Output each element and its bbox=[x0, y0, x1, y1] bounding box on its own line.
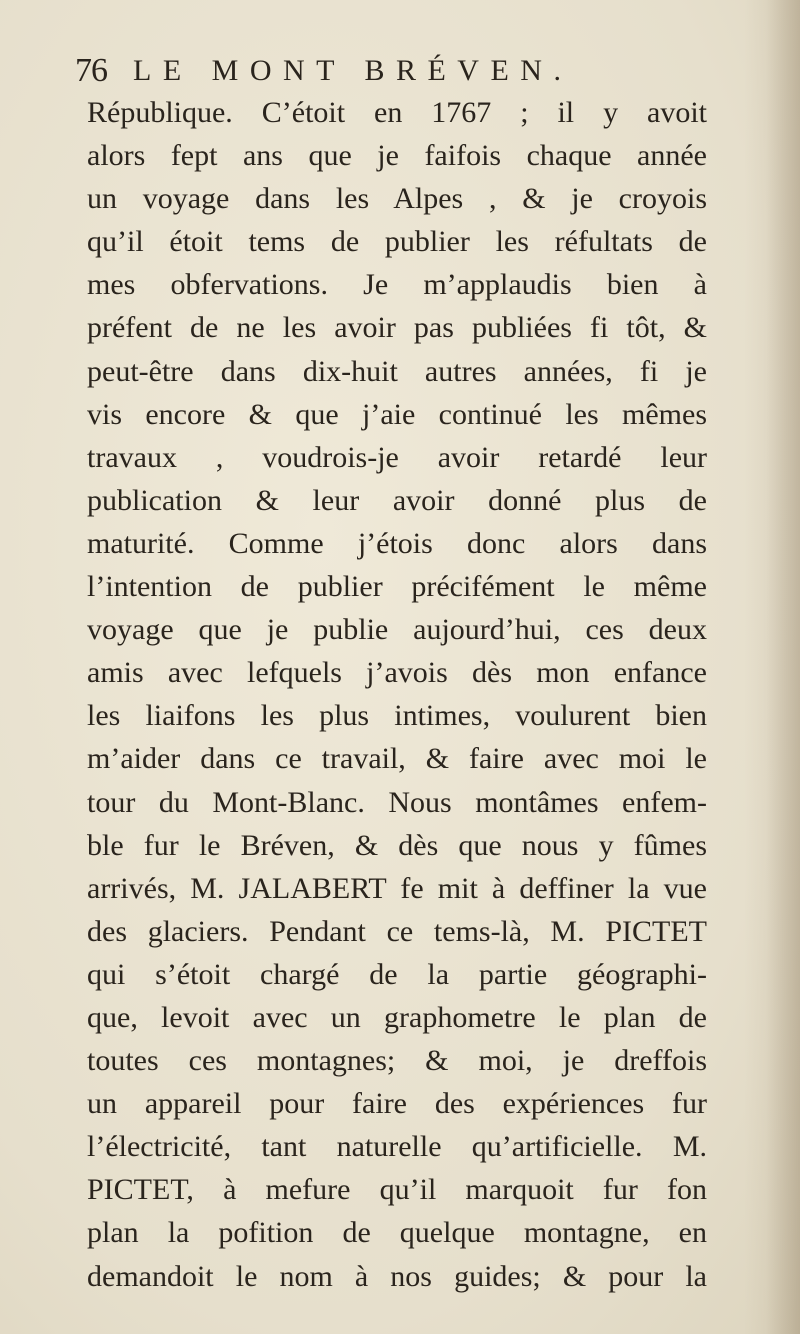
text-line: que, levoit avec un graphometre le plan de bbox=[87, 1000, 707, 1034]
text-line: des glaciers. Pendant ce tems-là, M. PICTET bbox=[87, 914, 707, 948]
body-text bbox=[87, 91, 707, 1298]
page-header bbox=[75, 46, 695, 96]
text-line: arrivés, M. JALABERT fe mit à deffiner la vue bbox=[87, 871, 707, 905]
text-line: PICTET, à mefure qu’il marquoit fur fon bbox=[87, 1173, 707, 1207]
text-line: préfent de ne les avoir pas publiées fi tôt, & bbox=[87, 311, 707, 345]
text-line: qu’il étoit tems de publier les réfultats de bbox=[87, 225, 707, 259]
text-line: plan la pofition de quelque montagne, en bbox=[87, 1216, 707, 1250]
text-line: toutes ces montagnes; & moi, je dreffois bbox=[87, 1044, 707, 1078]
text-line: m’aider dans ce travail, & faire avec moi le bbox=[87, 742, 707, 776]
text-line: République. C’étoit en 1767 ; il y avoit bbox=[87, 96, 707, 129]
text-line: ble fur le Bréven, & dès que nous y fûmes bbox=[87, 828, 707, 862]
text-line: vis encore & que j’aie continué les mêmes bbox=[87, 397, 707, 431]
text-line: amis avec lefquels j’avois dès mon enfance bbox=[87, 656, 707, 690]
text-line: l’intention de publier précifément le même bbox=[87, 570, 707, 604]
text-line: voyage que je publie aujourd’hui, ces deux bbox=[87, 613, 707, 647]
text-line: maturité. Comme j’étois donc alors dans bbox=[87, 526, 707, 560]
text-line: alors fept ans que je faifois chaque année bbox=[87, 139, 707, 173]
text-line: tour du Mont-Blanc. Nous montâmes enfem- bbox=[87, 785, 707, 819]
page-number: 76 bbox=[75, 52, 107, 89]
text-line: peut-être dans dix-huit autres années, fi je bbox=[87, 354, 707, 388]
text-line: travaux , voudrois-je avoir retardé leur bbox=[87, 440, 707, 474]
text-line: les liaifons les plus intimes, voulurent bien bbox=[87, 699, 707, 733]
text-line: un voyage dans les Alpes , & je croyois bbox=[87, 182, 707, 216]
text-line: mes obfervations. Je m’applaudis bien à bbox=[87, 268, 707, 302]
page-edge-shadow bbox=[766, 0, 800, 1334]
text-line: un appareil pour faire des expériences fur bbox=[87, 1087, 707, 1121]
text-line: demandoit le nom à nos guides; & pour la bbox=[87, 1259, 707, 1293]
text-line: l’électricité, tant naturelle qu’artificielle. M. bbox=[87, 1130, 707, 1164]
text-line: publication & leur avoir donné plus de bbox=[87, 483, 707, 517]
text-line: qui s’étoit chargé de la partie géographi- bbox=[87, 957, 707, 991]
running-head: LE MONT BRÉVEN. bbox=[133, 54, 573, 87]
